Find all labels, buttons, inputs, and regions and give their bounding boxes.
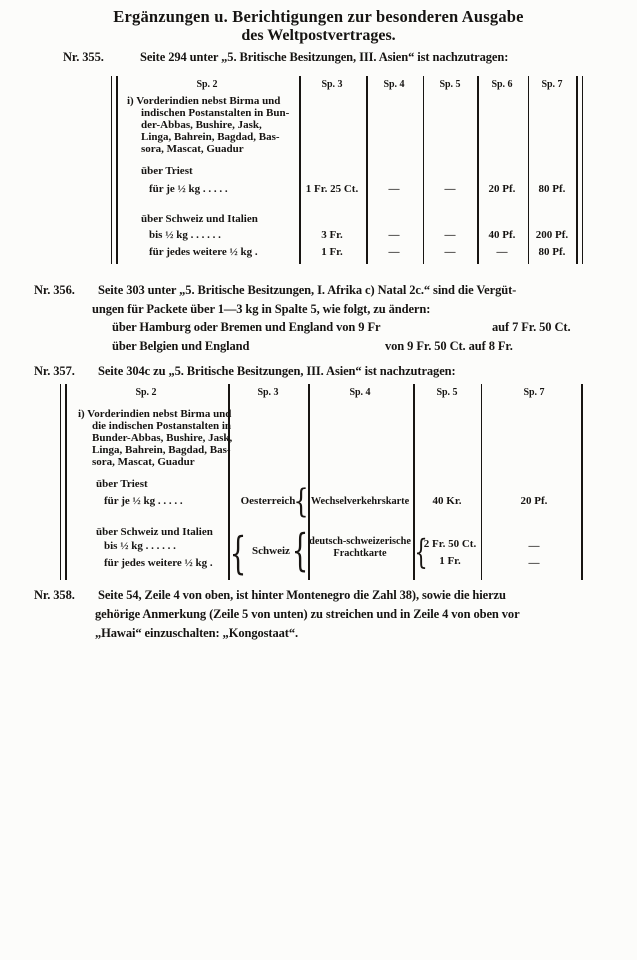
document-title-line1: Ergänzungen u. Berichtigungen zur besonderen Ausgabe xyxy=(113,7,524,26)
table1-item-line1: i) Vorderindien nebst Birma und xyxy=(127,95,281,107)
table1-header-sp5: Sp. 5 xyxy=(439,79,461,90)
table2-row1-label: für je ½ kg . . . . . xyxy=(104,495,183,507)
entry-356-route2: über Belgien und England xyxy=(112,339,250,353)
table1-row2-sp5: — xyxy=(444,229,456,241)
table2-row1-country: Oesterreich xyxy=(240,495,296,507)
entry-356-line1: Seite 303 unter „5. Britische Besitzungen, I. Afrika c) Natal 2c.“ sind die Vergüt- xyxy=(98,283,517,297)
entry-356-route1-change: auf 7 Fr. 50 Ct. xyxy=(492,320,571,334)
table2-header-sp7: Sp. 7 xyxy=(523,387,545,398)
table2-item-line3: Bunder-Abbas, Bushire, Jask, xyxy=(92,432,233,444)
table1-row3-sp4: — xyxy=(388,246,400,258)
brace-icon-amount-left: { xyxy=(414,533,428,572)
entry-358-line2: gehörige Anmerkung (Zeile 5 von unten) zu streichen und in Zeile 4 von oben vor xyxy=(95,607,520,621)
table1-row1-label: für je ½ kg . . . . . xyxy=(149,183,228,195)
brace-icon-route1: { xyxy=(293,482,309,520)
table2-row1-card: Wechselverkehrskarte xyxy=(310,496,410,507)
entry-356-route1: über Hamburg oder Bremen und England von 9 Fr xyxy=(112,320,381,334)
table2-row1-sp7: 20 Pf. xyxy=(520,495,548,507)
table1-route2-heading: über Schweiz und Italien xyxy=(141,213,258,225)
table2-divider-sp5-sp7 xyxy=(481,384,482,580)
table1-divider-sp3-sp4 xyxy=(366,76,368,264)
table1-route1-heading: über Triest xyxy=(141,165,193,177)
entry-356-route2-change: von 9 Fr. 50 Ct. auf 8 Fr. xyxy=(385,339,513,353)
entry-358-line1: Seite 54, Zeile 4 von oben, ist hinter Montenegro die Zahl 38), sowie die hierzu xyxy=(98,588,506,602)
table1-item-line3: der-Abbas, Bushire, Jask, xyxy=(141,119,262,131)
table2-header-sp4: Sp. 4 xyxy=(349,387,371,398)
table1-row3-sp7: 80 Pf. xyxy=(538,246,566,258)
table2-route2-country: Schweiz xyxy=(252,545,290,557)
table1-divider-sp6-sp7 xyxy=(528,76,529,264)
table1-divider-sp4-sp5 xyxy=(423,76,424,264)
table1-border-left-outer xyxy=(111,76,112,264)
table1-row1-sp7: 80 Pf. xyxy=(538,183,566,195)
table1-border-right-inner xyxy=(576,76,578,264)
table1-divider-sp5-sp6 xyxy=(477,76,479,264)
table1-row3-sp3: 1 Fr. xyxy=(321,246,343,258)
table1-row2-sp7: 200 Pf. xyxy=(535,229,569,241)
table1-item-line5: sora, Mascat, Guadur xyxy=(141,143,244,155)
entry-356-number: Nr. 356. xyxy=(34,283,75,297)
table1-row1-sp3: 1 Fr. 25 Ct. xyxy=(305,183,359,195)
table2-row3-label: für jedes weitere ½ kg . xyxy=(104,557,213,569)
table2-row1-sp5: 40 Kr. xyxy=(432,495,462,507)
table2-border-right xyxy=(581,384,583,580)
table1-header-sp2: Sp. 2 xyxy=(196,79,218,90)
table1-row2-sp3: 3 Fr. xyxy=(321,229,343,241)
table1-row3-label: für jedes weitere ½ kg . xyxy=(149,246,258,258)
entry-355-text: Seite 294 unter „5. Britische Besitzungen, III. Asien“ ist nachzutragen: xyxy=(140,50,509,64)
table1-item-line4: Linga, Bahrein, Bagdad, Bas- xyxy=(141,131,280,143)
table1-header-sp6: Sp. 6 xyxy=(491,79,513,90)
table1-row1-sp6: 20 Pf. xyxy=(488,183,516,195)
table2-item-line1: i) Vorderindien nebst Birma und xyxy=(78,408,232,420)
table2-route2-heading: über Schweiz und Italien xyxy=(96,526,213,538)
table1-item-line2: indischen Postanstalten in Bun- xyxy=(141,107,290,119)
table2-header-sp2: Sp. 2 xyxy=(135,387,157,398)
table2-route1-heading: über Triest xyxy=(96,478,148,490)
entry-357-number: Nr. 357. xyxy=(34,364,75,378)
table2-item-line5: sora, Mascat, Guadur xyxy=(92,456,195,468)
table2-header-sp3: Sp. 3 xyxy=(257,387,279,398)
table2-row3-sp7: — xyxy=(528,557,540,569)
table1-border-right-outer xyxy=(582,76,583,264)
table1-row2-sp6: 40 Pf. xyxy=(488,229,516,241)
table2-header-sp5: Sp. 5 xyxy=(436,387,458,398)
table1-header-sp3: Sp. 3 xyxy=(321,79,343,90)
table2-row2-sp5: 2 Fr. 50 Ct. xyxy=(423,538,477,550)
table2-item-line2: die indischen Postanstalten in xyxy=(92,420,232,432)
table1-row2-sp4: — xyxy=(388,229,400,241)
brace-icon-country-left: { xyxy=(229,529,247,581)
entry-356-line2: ungen für Packete über 1—3 kg in Spalte 5, wie folgt, zu ändern: xyxy=(92,302,431,316)
table1-header-sp4: Sp. 4 xyxy=(383,79,405,90)
table1-row2-label: bis ½ kg . . . . . . xyxy=(149,229,221,241)
table2-row2-label: bis ½ kg . . . . . . xyxy=(104,540,176,552)
table2-border-left-inner xyxy=(65,384,67,580)
table1-row1-sp4: — xyxy=(388,183,400,195)
table1-row3-sp6: — xyxy=(496,246,508,258)
table1-header-sp7: Sp. 7 xyxy=(541,79,563,90)
table1-divider-sp2-sp3 xyxy=(299,76,301,264)
table2-route2-card-line2: Frachtkarte xyxy=(333,548,387,559)
entry-357-text: Seite 304c zu „5. Britische Besitzungen, III. Asien“ ist nachzutragen: xyxy=(98,364,456,378)
table1-row1-sp5: — xyxy=(444,183,456,195)
table2-route2-card-line1: deutsch-schweizerische xyxy=(309,536,411,547)
entry-358-number: Nr. 358. xyxy=(34,588,75,602)
brace-icon-card-left: { xyxy=(291,526,309,578)
table1-row3-sp5: — xyxy=(444,246,456,258)
table2-border-left-outer xyxy=(60,384,61,580)
table1-border-left-inner xyxy=(116,76,118,264)
table2-row2-sp7: — xyxy=(528,540,540,552)
entry-358-line3: „Hawai“ einzuschalten: „Kongostaat“. xyxy=(95,626,298,640)
document-title-line2: des Weltpostvertrages. xyxy=(241,27,396,44)
table2-item-line4: Linga, Bahrein, Bagdad, Bas- xyxy=(92,444,231,456)
table2-row3-sp5: 1 Fr. xyxy=(439,555,461,567)
entry-355-number: Nr. 355. xyxy=(63,50,104,64)
